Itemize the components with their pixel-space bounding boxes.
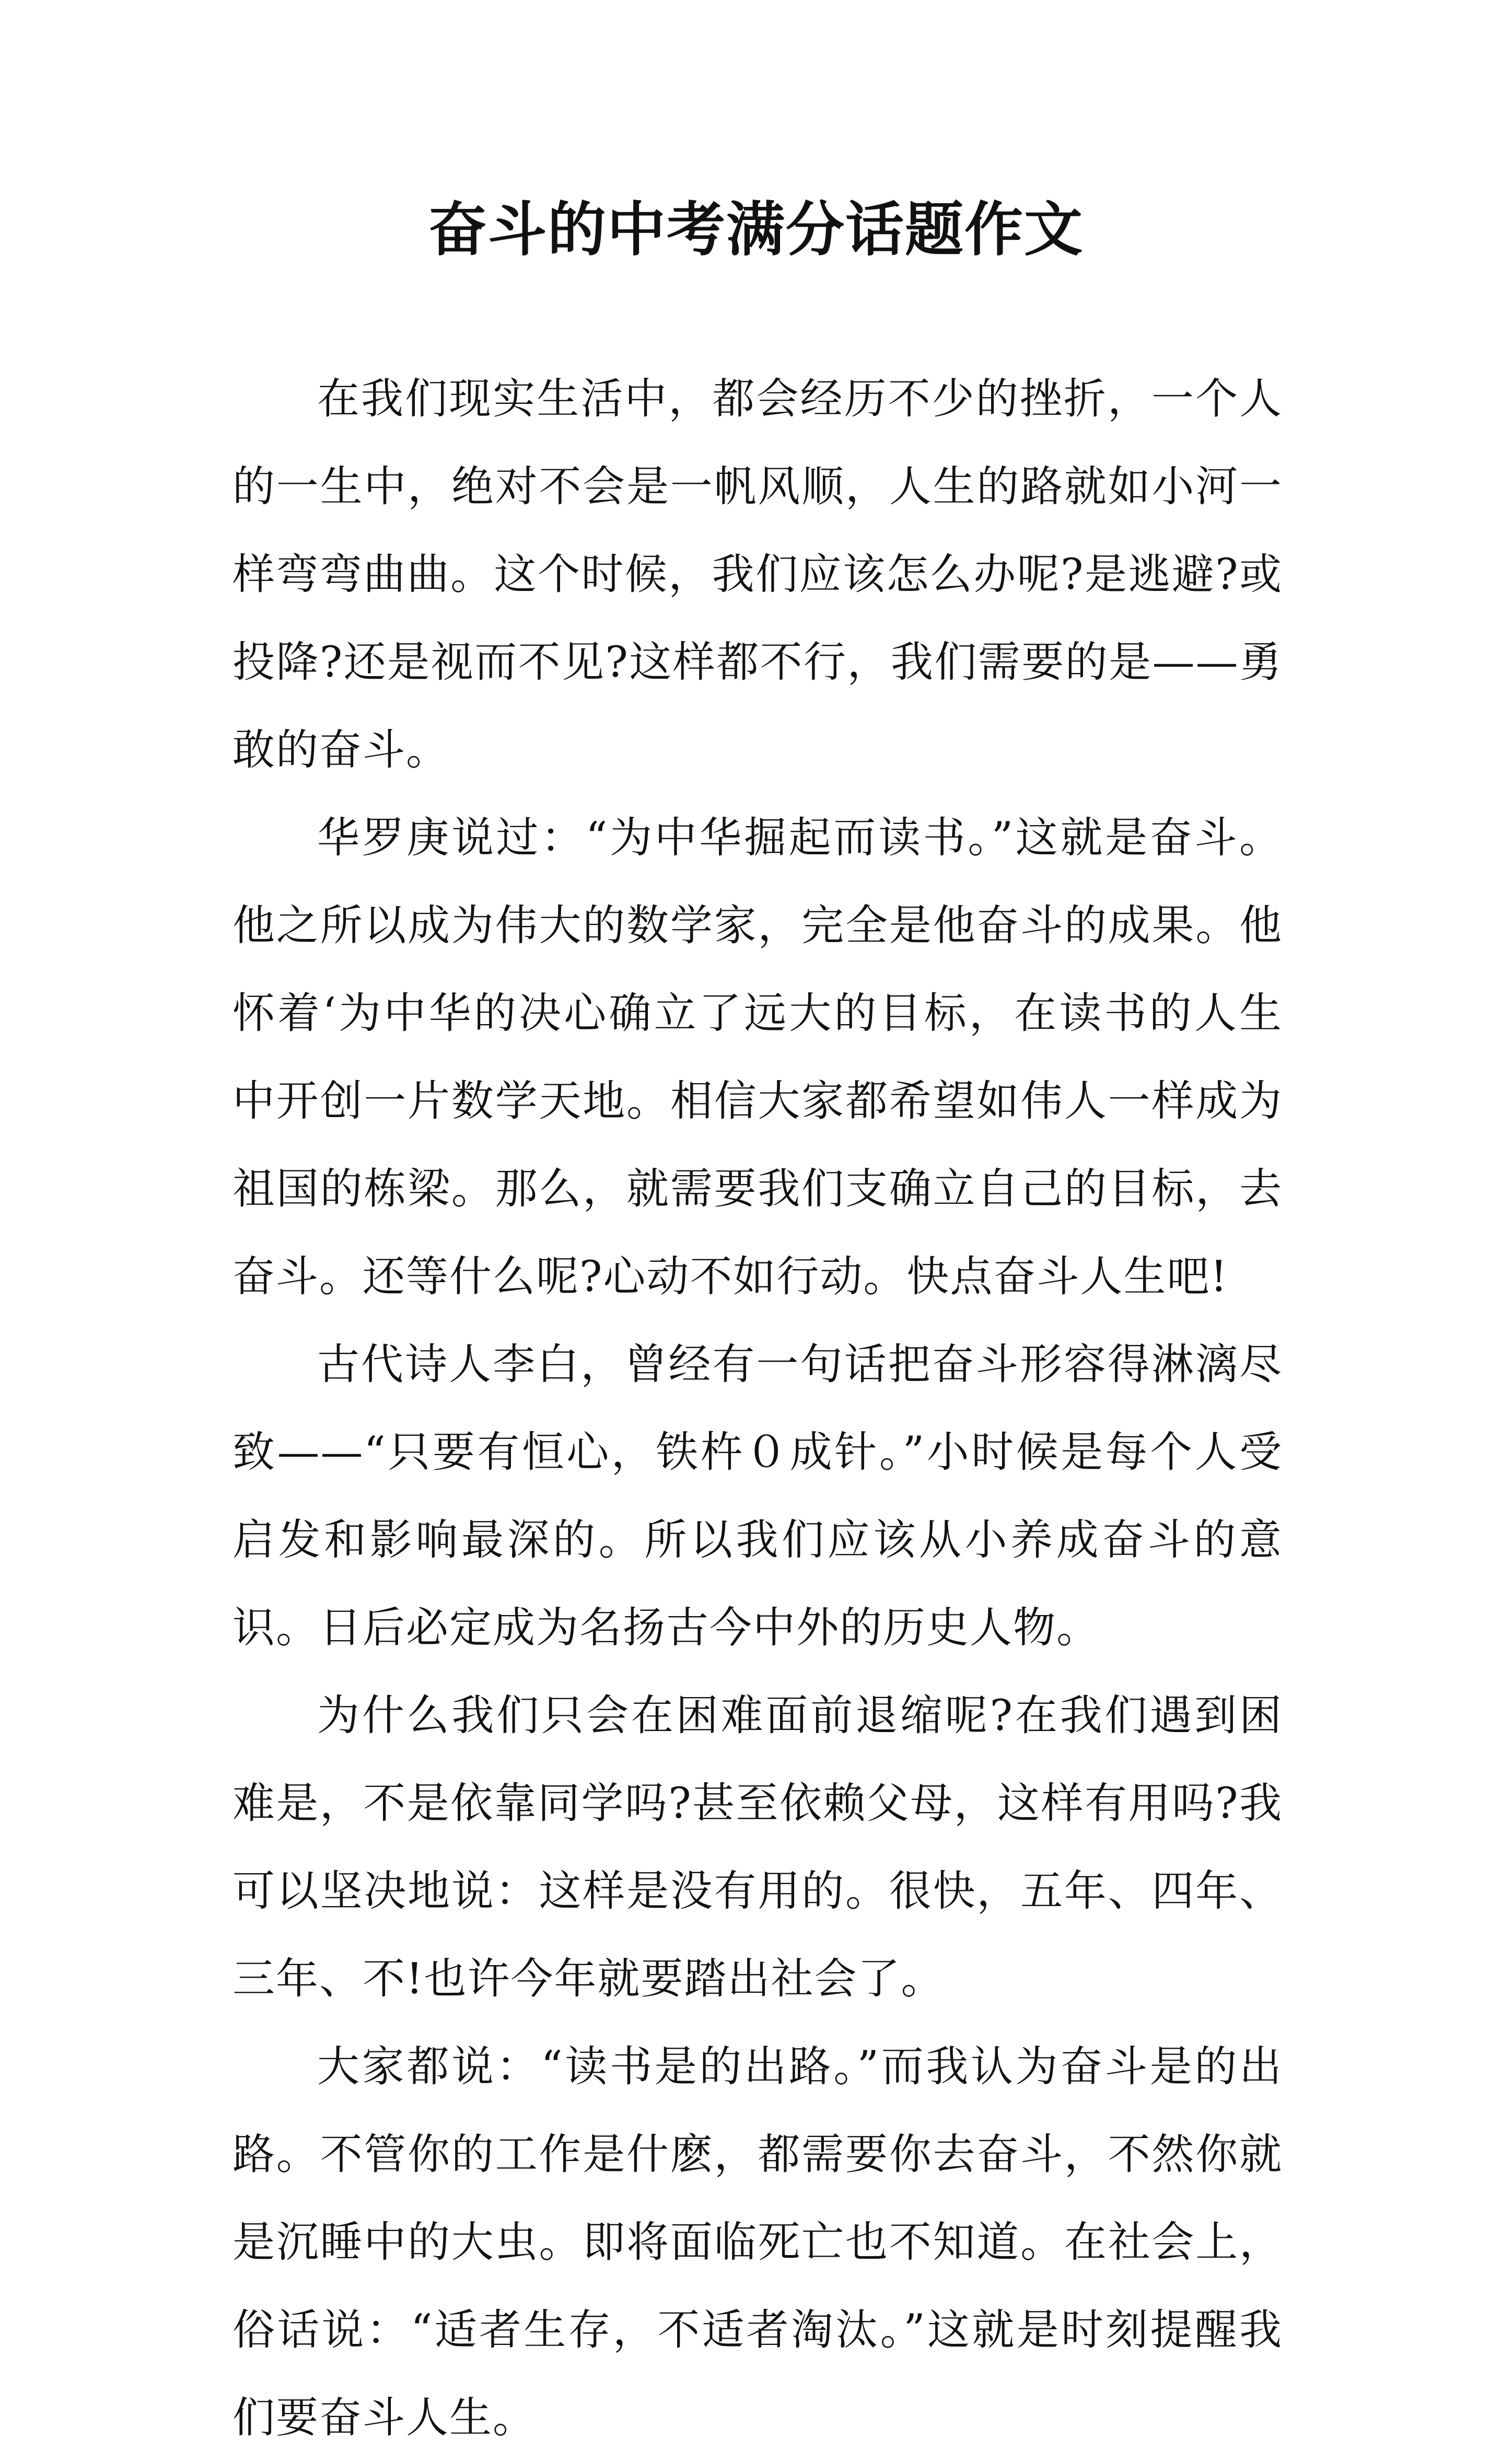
paragraph-3: 古代诗人李白，曾经有一句话把奋斗形容得淋漓尽致——“只要有恒心，铁杵０成针。”小时候是每个人受启发和影响最深的。所以我们应该从小养成奋斗的意识。日后必定成为名扬古今中外的历史人物。 — [232, 1340, 1283, 1653]
paragraph-2: 华罗庚说过：“为中华掘起而读书。”这就是奋斗。他之所以成为伟大的数学家，完全是他奋斗的成果。他怀着‘为中华的决心确立了远大的目标，在读书的人生中开创一片数学天地。相信大家都希望如伟人一样成为祖国的栋梁。那么，就需要我们支确立自己的目标，去奋斗。还等什么呢?心动不如行动。快点奋斗人生吧! — [232, 814, 1283, 1302]
paragraph-5: 大家都说：“读书是的出路。”而我认为奋斗是的出路。不管你的工作是什麽，都需要你去奋斗，不然你就是沉睡中的大虫。即将面临死亡也不知道。在社会上，俗话说：“适者生存，不适者淘汰。”这就是时刻提醒我们要奋斗人生。 — [232, 2042, 1283, 2443]
paragraph-4: 为什么我们只会在困难面前退缩呢?在我们遇到困难是，不是依靠同学吗?甚至依赖父母，这样有用吗?我可以坚决地说：这样是没有用的。很快，五年、四年、三年、不!也许今年就要踏出社会了。 — [232, 1691, 1283, 2004]
document-title: 奋斗的中考满分话题作文 — [428, 195, 1084, 264]
paragraph-1: 在我们现实生活中，都会经历不少的挫折，一个人的一生中，绝对不会是一帆风顺，人生的路就如小河一样弯弯曲曲。这个时候，我们应该怎么办呢?是逃避?或投降?还是视而不见?这样都不行，我们需要的是——勇敢的奋斗。 — [232, 375, 1283, 775]
document-body — [232, 355, 1283, 2462]
